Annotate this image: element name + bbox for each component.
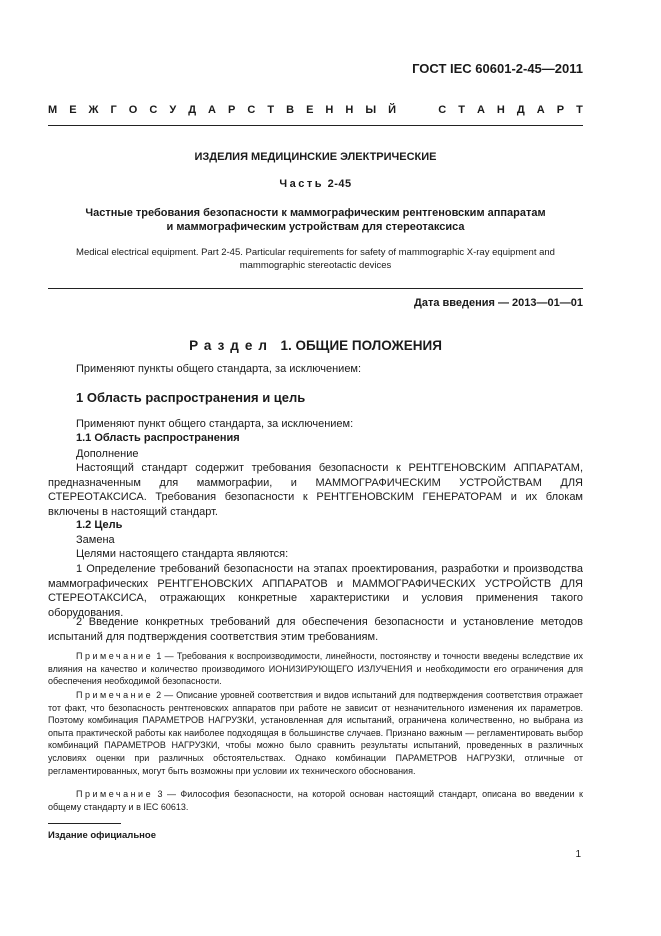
heading-letter: Н bbox=[345, 104, 354, 116]
heading-letter: Т bbox=[576, 104, 583, 116]
heading-letter: А bbox=[476, 104, 485, 116]
clause-1-2-heading: 1.2 Цель bbox=[76, 519, 123, 531]
paragraph-goal-1: 1 Определение требований безопасности на этапах проектирования, разработки и производства маммографических РЕНТГЕНОВСКИХ АППАРАТОВ и МАММОГРАФИЧЕСКИХ УСТРОЙСТВ ДЛЯ СТЕРЕОТАКСИСА, отражающих конкретные характеристики и условия применения такого оборудования. bbox=[48, 563, 583, 619]
official-edition-label: Издание официальное bbox=[48, 830, 156, 841]
paragraph-replacement: Замена bbox=[76, 534, 115, 546]
interstate-standard-heading bbox=[48, 104, 583, 116]
section-heading bbox=[48, 338, 583, 353]
subtitle-line-1: Частные требования безопасности к маммографическим рентгеновским аппаратам bbox=[85, 207, 546, 219]
section-prefix: Раздел bbox=[189, 338, 273, 353]
heading-letter: В bbox=[286, 104, 295, 116]
heading-letter: М bbox=[48, 104, 58, 116]
page-number: 1 bbox=[575, 849, 581, 860]
heading-letter: А bbox=[536, 104, 545, 116]
clause-1-heading: 1 Область распространения и цель bbox=[76, 390, 306, 405]
english-title bbox=[48, 246, 583, 272]
heading-letter: Н bbox=[496, 104, 505, 116]
paragraph-goal-2: 2 Введение конкретных требований для обеспечения безопасности и установление методов испытаний для подтверждения соответствия этим требованиям. bbox=[48, 616, 583, 643]
heading-letter: О bbox=[128, 104, 138, 116]
standard-title: ИЗДЕЛИЯ МЕДИЦИНСКИЕ ЭЛЕКТРИЧЕСКИЕ bbox=[194, 151, 437, 163]
clause-1-1-heading: 1.1 Область распространения bbox=[76, 432, 240, 444]
heading-letter: Д bbox=[188, 104, 197, 116]
note-2 bbox=[48, 689, 583, 777]
note-3-text: 3 — Философия безопасности, на которой основан настоящий стандарт, описана во введении к общему стандарту и в IEC 60613. bbox=[48, 789, 583, 812]
footer-rule bbox=[48, 823, 121, 824]
heading-letter: Т bbox=[267, 104, 275, 116]
heading-letter: Е bbox=[69, 104, 77, 116]
heading-letter: Т bbox=[458, 104, 465, 116]
heading-letter: У bbox=[169, 104, 177, 116]
heading-letter: Ж bbox=[88, 104, 99, 116]
header-rule bbox=[48, 125, 583, 126]
paragraph-apply-point: Применяют пункт общего стандарта, за исключением: bbox=[76, 418, 354, 430]
english-title-line-2: mammographic stereotactic devices bbox=[239, 260, 392, 271]
part-label bbox=[48, 178, 583, 190]
heading-letter: Е bbox=[306, 104, 314, 116]
note-3 bbox=[48, 788, 583, 813]
heading-letter: Г bbox=[110, 104, 117, 116]
note-label: Примечание bbox=[76, 789, 154, 799]
heading-letter: Н bbox=[325, 104, 334, 116]
part-word: Часть bbox=[279, 178, 325, 190]
english-title-line-1: Medical electrical equipment. Part 2-45. Particular requirements for safety of mammographic X-ray equipment and bbox=[76, 247, 555, 258]
paragraph-scope: Настоящий стандарт содержит требования безопасности к РЕНТГЕНОВСКИМ АППАРАТАМ, предназначенным для маммографии, и МАММОГРАФИЧЕСКИМ УСТРОЙСТВАМ ДЛЯ СТЕРЕОТАКСИСА. Требования безопасности к РЕНТГЕНОВСКИМ ГЕНЕРАТОРАМ и их блокам включены в настоящий стандарт. bbox=[48, 462, 583, 518]
paragraph-apply-general: Применяют пункты общего стандарта, за исключением: bbox=[76, 363, 362, 375]
standard-subtitle bbox=[48, 206, 583, 234]
note-label: Примечание bbox=[76, 690, 154, 700]
heading-letter: С bbox=[438, 104, 447, 116]
heading-letter bbox=[423, 104, 426, 116]
note-1 bbox=[48, 650, 583, 688]
heading-letter: Р bbox=[556, 104, 565, 116]
title-rule bbox=[48, 288, 583, 289]
heading-letter: С bbox=[247, 104, 256, 116]
heading-letter: Д bbox=[516, 104, 525, 116]
note-2-text: 2 — Описание уровней соответствия и видов испытаний для подтверждения соответствия отражает тот факт, что безопасность рентгеновских аппаратов при работе не зависит от незначительного изменения их параметров. Поэтому комбинация ПАРАМЕТРОВ НАГРУЗКИ, установленная для испытаний, ограничена количественно, но выбрана из опыта практической работы как наиболее подходящая в большинстве случаев. Признано важным — регламентировать выбор комбинаций ПАРАМЕТРОВ НАГРУЗКИ, чтобы можно было сравнить результаты испытаний, проведенных в различных условиях оценки при различных обстоятельствах. Однако комбинации ПАРАМЕТРОВ НАГРУЗКИ, отличные от регламентированных, могут быть возможны при условии их технического обоснования. bbox=[48, 690, 583, 776]
note-1-text: 1 — Требования к воспроизводимости, линейности, постоянству и точности введены вследствие их влияния на качество и количество производимого ИОНИЗИРУЮЩЕГО ИЗЛУЧЕНИЯ и необходимости его ограничения для обеспечения необходимой безопасности. bbox=[48, 651, 583, 687]
note-label: Примечание bbox=[76, 651, 154, 661]
standard-code: ГОСТ IEC 60601-2-45—2011 bbox=[412, 61, 583, 76]
paragraph-addition: Дополнение bbox=[76, 448, 139, 460]
paragraph-goals: Целями настоящего стандарта являются: bbox=[76, 548, 289, 560]
introduction-date: Дата введения — 2013—01—01 bbox=[414, 297, 583, 309]
heading-letter: Ы bbox=[365, 104, 377, 116]
heading-letter: Й bbox=[388, 104, 397, 116]
subtitle-line-2: и маммографическим устройствам для стереотаксиса bbox=[166, 221, 465, 233]
heading-letter: А bbox=[208, 104, 216, 116]
section-title: 1. ОБЩИЕ ПОЛОЖЕНИЯ bbox=[280, 338, 442, 353]
heading-letter: С bbox=[149, 104, 158, 116]
heading-letter bbox=[408, 104, 411, 116]
part-number: 2-45 bbox=[327, 178, 352, 190]
heading-letter: Р bbox=[228, 104, 236, 116]
